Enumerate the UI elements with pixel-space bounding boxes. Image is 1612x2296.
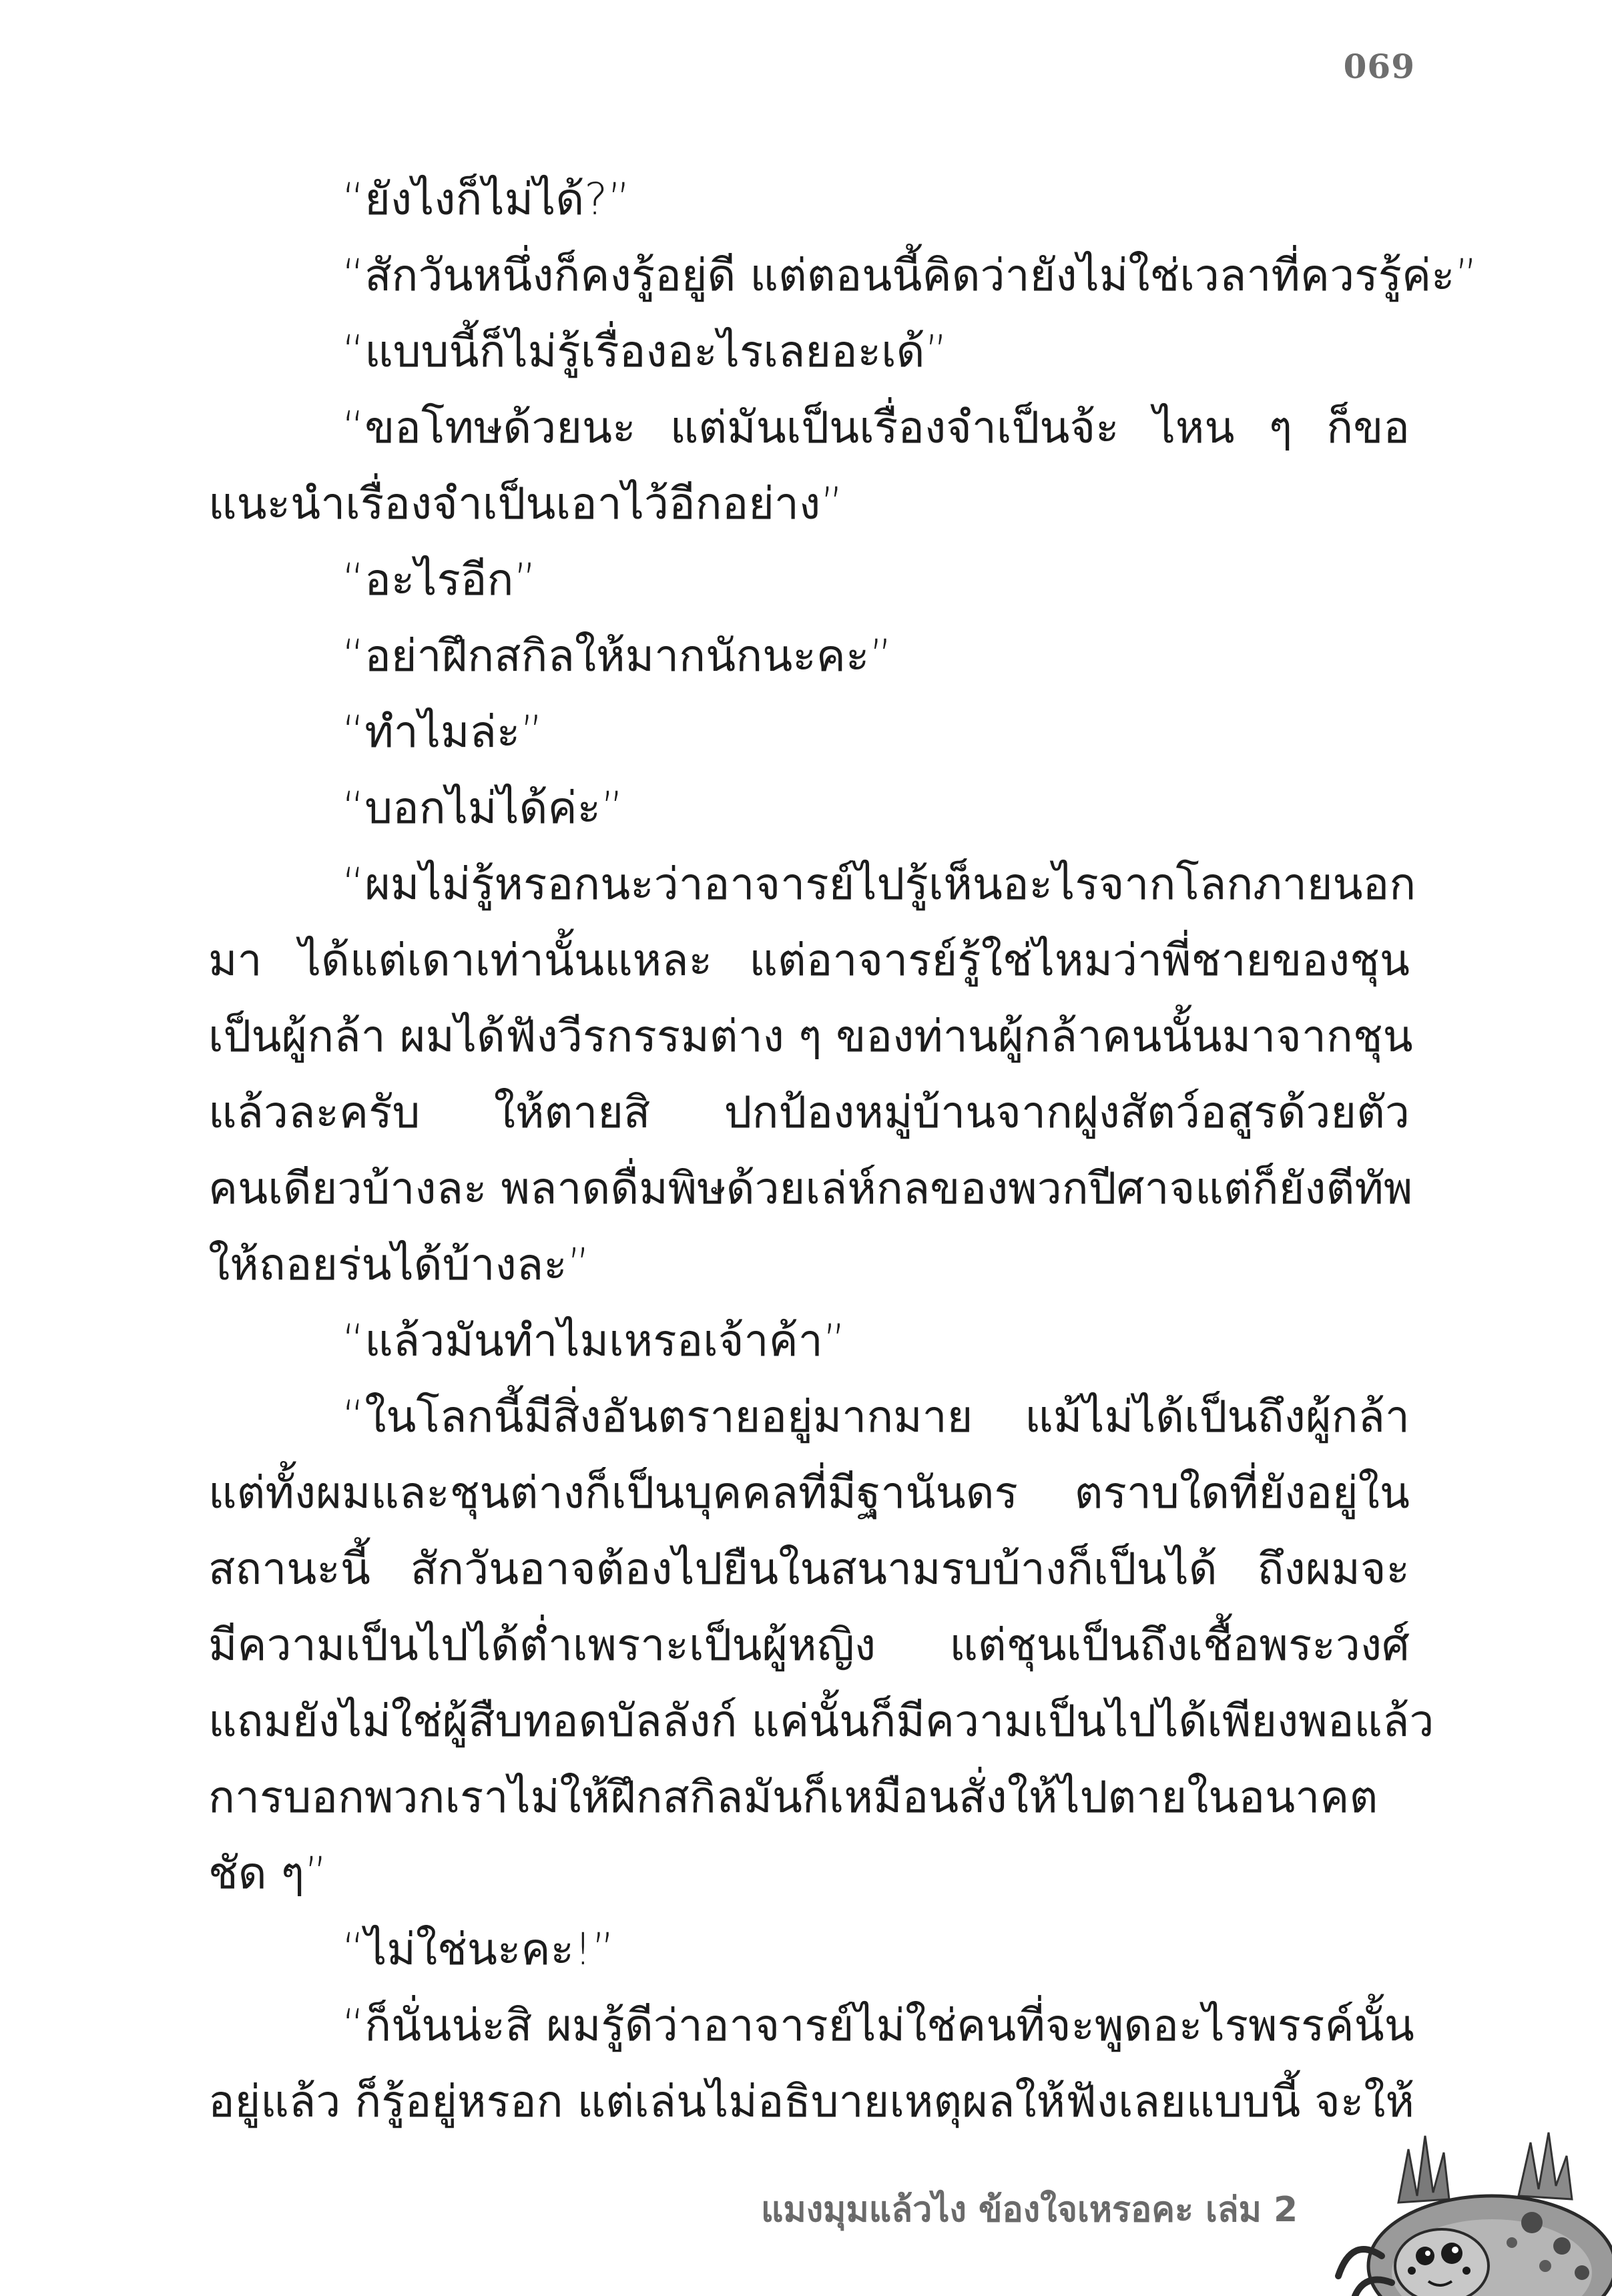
text-line: เป็นผู้กล้า ผมได้ฟังวีรกรรมต่าง ๆ ของท่านผู้กล้าคนนั้นมาจากชุน	[208, 1011, 1413, 1062]
text-line: มีความเป็นไปได้ต่ำเพราะเป็นผู้หญิง แต่ชุนเป็นถึงเชื้อพระวงศ์	[208, 1619, 1410, 1671]
text-line: “ขอโทษด้วยนะ แต่มันเป็นเรื่องจำเป็นจ้ะ ไหน ๆ ก็ขอ	[342, 402, 1410, 453]
spider-mascot-icon	[1318, 2122, 1612, 2296]
text-line: สถานะนี้ สักวันอาจต้องไปยืนในสนามรบบ้างก็เป็นได้ ถึงผมจะ	[208, 1543, 1410, 1595]
text-line: “ทำไมล่ะ”	[342, 706, 543, 758]
text-line: แล้วละครับ ให้ตายสิ ปกป้องหมู่บ้านจากฝูงสัตว์อสูรด้วยตัว	[208, 1087, 1410, 1138]
text-line: แต่ทั้งผมและชุนต่างก็เป็นบุคคลที่มีฐานันดร ตราบใดที่ยังอยู่ใน	[208, 1467, 1410, 1518]
text-line: มา ได้แต่เดาเท่านั้นแหละ แต่อาจารย์รู้ใช่ไหมว่าพี่ชายของชุน	[208, 934, 1410, 986]
text-line: “แบบนี้ก็ไม่รู้เรื่องอะไรเลยอะเด้”	[342, 326, 948, 377]
text-line: “บอกไม่ได้ค่ะ”	[342, 782, 624, 834]
body-text	[208, 162, 1478, 2140]
text-line: “ในโลกนี้มีสิ่งอันตรายอยู่มากมาย แม้ไม่ได้เป็นถึงผู้กล้า	[342, 1391, 1410, 1442]
text-line: “อะไรอีก”	[342, 554, 537, 605]
text-line: อยู่แล้ว ก็รู้อยู่หรอก แต่เล่นไม่อธิบายเหตุผลให้ฟังเลยแบบนี้ จะให้	[208, 2076, 1415, 2127]
text-line: “ไม่ใช่นะคะ!”	[342, 1924, 615, 1975]
text-line: ให้ถอยร่นได้บ้างละ”	[208, 1239, 590, 1290]
text-line: “ผมไม่รู้หรอกนะว่าอาจารย์ไปรู้เห็นอะไรจากโลกภายนอก	[342, 858, 1416, 910]
text-line: “แล้วมันทำไมเหรอเจ้าค้า”	[342, 1315, 846, 1366]
text-line: “ก็นั่นน่ะสิ ผมรู้ดีว่าอาจารย์ไม่ใช่คนที่จะพูดอะไรพรรค์นั้น	[342, 2000, 1414, 2051]
text-line: “ยังไงก็ไม่ได้?”	[342, 174, 631, 225]
text-line: แนะนำเรื่องจำเป็นเอาไว้อีกอย่าง”	[208, 478, 844, 529]
text-line: “สักวันหนึ่งก็คงรู้อยู่ดี แต่ตอนนี้คิดว่ายังไม่ใช่เวลาที่ควรรู้ค่ะ”	[342, 250, 1478, 301]
text-line: “อย่าฝึกสกิลให้มากนักนะคะ”	[342, 630, 892, 681]
text-line: การบอกพวกเราไม่ให้ฝึกสกิลมันก็เหมือนสั่งให้ไปตายในอนาคต	[208, 1771, 1378, 1823]
text-line: แถมยังไม่ใช่ผู้สืบทอดบัลลังก์ แค่นั้นก็มีความเป็นไปได้เพียงพอแล้ว	[208, 1695, 1434, 1747]
text-line: คนเดียวบ้างละ พลาดดื่มพิษด้วยเล่ห์กลของพวกปีศาจแต่ก็ยังตีทัพ	[208, 1163, 1413, 1214]
footer-book-title: แมงมุมแล้วไง ข้องใจเหรอคะ เล่ม 2	[761, 2190, 1298, 2230]
page-number: 069	[1343, 47, 1415, 86]
text-line: ชัด ๆ”	[208, 1847, 328, 1899]
